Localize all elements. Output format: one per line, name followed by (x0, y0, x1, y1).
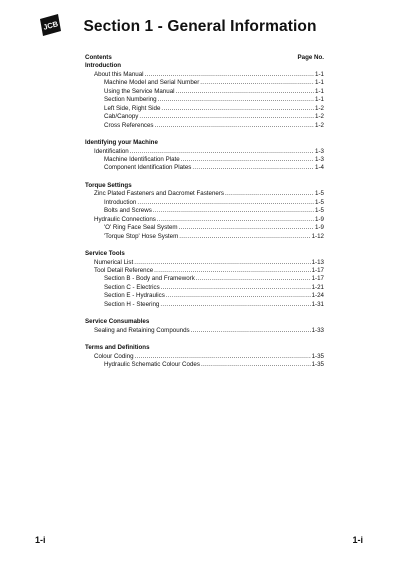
dot-leader (160, 301, 310, 309)
dot-leader (200, 79, 314, 87)
toc-entry[interactable] (85, 267, 324, 275)
toc-entry[interactable] (85, 224, 324, 232)
dot-leader (130, 148, 314, 156)
dot-leader (181, 156, 314, 164)
toc-entry[interactable] (85, 327, 324, 335)
toc-section (85, 62, 324, 130)
page-title: Section 1 - General Information (83, 18, 317, 35)
toc-entry-page: 1-17 (311, 275, 324, 283)
toc-entry-page: 1-5 (315, 207, 324, 215)
toc-entry-text: 'Torque Stop' Hose System (104, 232, 179, 240)
toc-entry[interactable] (85, 207, 324, 215)
table-of-contents (85, 54, 324, 370)
toc-entry[interactable] (85, 361, 324, 369)
toc-entry-page: 1-1 (315, 70, 324, 78)
toc-entry[interactable] (85, 96, 324, 104)
toc-entry[interactable] (85, 105, 324, 113)
toc-entry[interactable] (85, 292, 324, 300)
toc-entry[interactable] (85, 113, 324, 121)
toc-entry-page: 1-1 (315, 96, 324, 104)
toc-entry[interactable] (85, 353, 324, 361)
toc-entry-page: 1-21 (311, 283, 324, 291)
toc-entry[interactable] (85, 88, 324, 96)
toc-entry-page: 1-5 (315, 190, 324, 198)
logo-text: JCB (42, 19, 60, 32)
toc-entry-text: Zinc Plated Fasteners and Dacromet Fasteners (94, 190, 224, 198)
toc-entry-page: 1-3 (315, 147, 324, 155)
toc-entry[interactable] (85, 199, 324, 207)
toc-entry[interactable] (85, 122, 324, 130)
toc-entry[interactable] (85, 275, 324, 283)
toc-entry-text: Numerical List (94, 258, 134, 266)
toc-entry[interactable] (85, 148, 324, 156)
toc-entry-text: Introduction (104, 198, 137, 206)
dot-leader (145, 71, 315, 79)
dot-leader (176, 88, 315, 96)
toc-entry[interactable] (85, 216, 324, 224)
toc-entry-text: Sealing and Retaining Compounds (94, 326, 190, 334)
toc-entry[interactable] (85, 284, 324, 292)
toc-entry-page: 1-2 (315, 113, 324, 121)
dot-leader (139, 113, 314, 121)
toc-entry-text: Cross References (104, 121, 154, 129)
toc-section-title: Introduction (85, 62, 122, 70)
dot-leader (166, 292, 311, 300)
dot-leader (134, 259, 310, 267)
toc-entry-text: Bolts and Screws (104, 207, 152, 215)
toc-section-title: Service Tools (85, 250, 125, 258)
toc-entry-text: Component Identification Plates (104, 164, 192, 172)
toc-entry-text: Hydraulic Schematic Colour Codes (104, 361, 200, 369)
toc-section (85, 139, 324, 173)
toc-entry-text: Colour Coding (94, 352, 134, 360)
toc-section (85, 250, 324, 309)
dot-leader (161, 284, 311, 292)
toc-entry-text: Identification (94, 147, 129, 155)
toc-entry-page: 1-1 (315, 79, 324, 87)
dot-leader (192, 164, 314, 172)
toc-header (85, 54, 324, 62)
toc-entry-page: 1-13 (311, 258, 324, 266)
page-number-label: Page No. (297, 54, 324, 61)
toc-entry[interactable] (85, 156, 324, 164)
toc-entry-text: 'O' Ring Face Seal System (104, 224, 178, 232)
dot-leader (155, 122, 315, 130)
toc-entry-page: 1-35 (311, 352, 324, 360)
dot-leader (201, 361, 311, 369)
dot-leader (137, 199, 314, 207)
toc-entry-text: Machine Model and Serial Number (104, 79, 200, 87)
toc-section (85, 318, 324, 335)
toc-entry-page: 1-5 (315, 198, 324, 206)
toc-entry-text: Machine Identification Plate (104, 155, 180, 163)
toc-section (85, 344, 324, 369)
toc-entry[interactable] (85, 71, 324, 79)
dot-leader (179, 224, 315, 232)
contents-label: Contents (85, 54, 112, 61)
dot-leader (154, 267, 310, 275)
toc-entry-page: 1-35 (311, 361, 324, 369)
footer-page-number-left: 1-i (35, 535, 46, 545)
toc-entry-text: Section Numbering (104, 96, 157, 104)
toc-entry-page: 1-4 (315, 164, 324, 172)
footer-page-number-right: 1-i (352, 535, 363, 545)
toc-entry-page: 1-17 (311, 266, 324, 274)
toc-section-title: Terms and Definitions (85, 344, 150, 352)
toc-entry-text: Section E - Hydraulics (104, 292, 165, 300)
toc-entry-text: Hydraulic Connections (94, 215, 156, 223)
toc-section-title: Torque Settings (85, 181, 132, 189)
toc-entry[interactable] (85, 259, 324, 267)
toc-entry-page: 1-12 (311, 232, 324, 240)
toc-entry-text: Tool Detail Reference (94, 266, 154, 274)
toc-entry-page: 1-3 (315, 155, 324, 163)
dot-leader (225, 190, 314, 198)
toc-entry-page: 1-31 (311, 300, 324, 308)
toc-entry[interactable] (85, 79, 324, 87)
toc-entry[interactable] (85, 164, 324, 172)
toc-entry-page: 1-9 (315, 215, 324, 223)
toc-entry-text: Left Side, Right Side (104, 104, 161, 112)
dot-leader (191, 327, 311, 335)
toc-section (85, 182, 324, 241)
toc-section-title: Identifying your Machine (85, 139, 158, 147)
toc-entry-page: 1-2 (315, 104, 324, 112)
toc-entry-page: 1-33 (311, 326, 324, 334)
toc-entry-page: 1-2 (315, 121, 324, 129)
toc-entry-text: About this Manual (94, 70, 144, 78)
toc-section-title: Service Consumables (85, 318, 150, 326)
toc-entry[interactable] (85, 233, 324, 241)
toc-entry-page: 1-1 (315, 87, 324, 95)
dot-leader (179, 233, 310, 241)
dot-leader (161, 105, 314, 113)
toc-entry-page: 1-24 (311, 292, 324, 300)
toc-entry-text: Section C - Electrics (104, 283, 160, 291)
toc-entry-text: Section H - Steering (104, 300, 160, 308)
toc-entry[interactable] (85, 190, 324, 198)
dot-leader (157, 216, 314, 224)
toc-entry-text: Section B - Body and Framework (104, 275, 195, 283)
dot-leader (196, 275, 311, 283)
dot-leader (158, 96, 314, 104)
toc-entry-page: 1-9 (315, 224, 324, 232)
dot-leader (135, 353, 311, 361)
dot-leader (153, 207, 314, 215)
toc-entry[interactable] (85, 301, 324, 309)
toc-entry-text: Cab/Canopy (104, 113, 139, 121)
toc-entry-text: Using the Service Manual (104, 87, 175, 95)
